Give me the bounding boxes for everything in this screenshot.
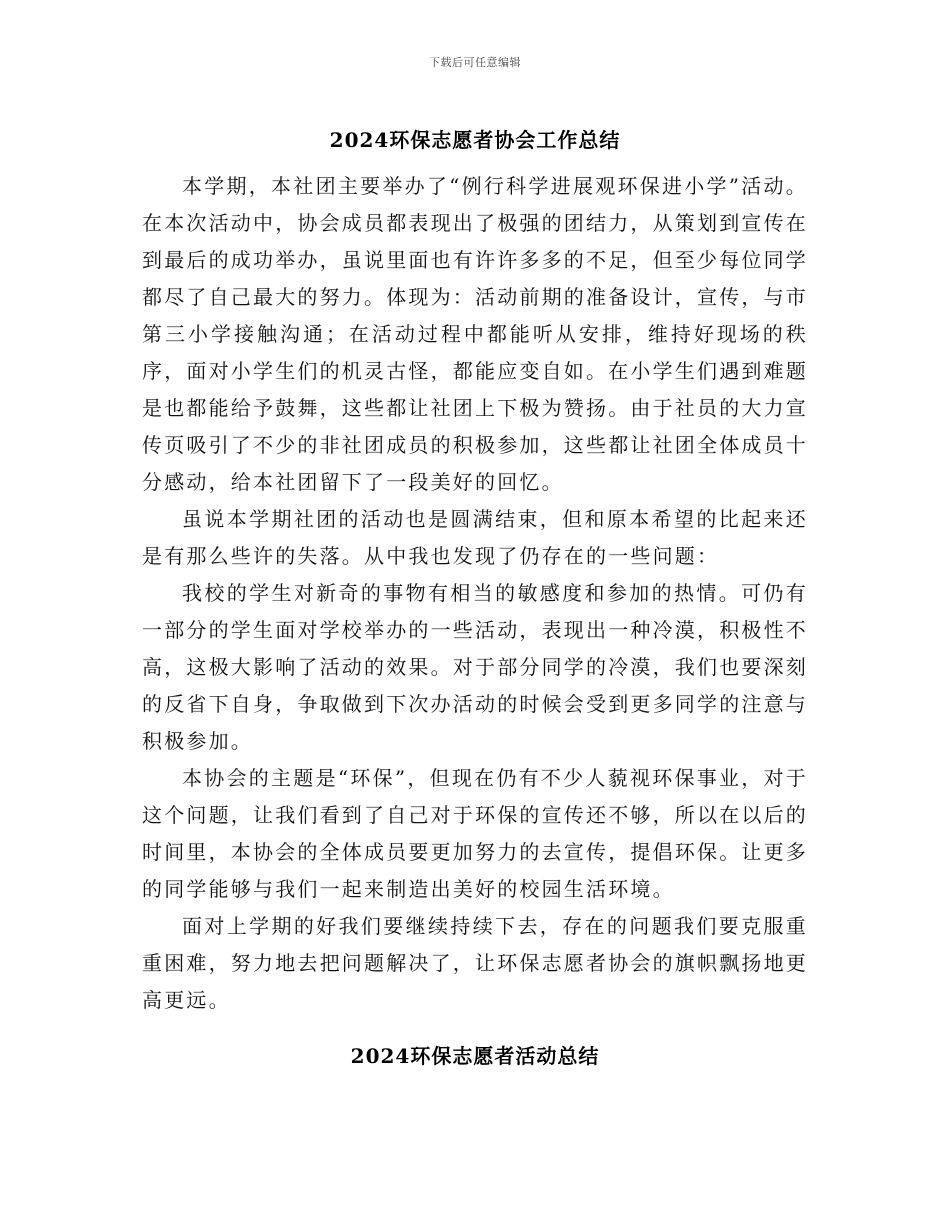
document-body — [142, 168, 808, 1019]
paragraph-3: 我校的学生对新奇的事物有相当的敏感度和参加的热情。可仍有一部分的学生面对学校举办的一些活动，表现出一种冷漠，积极性不高，这极大影响了活动的效果。对于部分同学的冷漠，我们也要深刻的反省下自身，争取做到下次办活动的时候会受到更多同学的注意与积极参加。 — [142, 581, 808, 753]
header-note: 下载后可任意编辑 — [429, 56, 521, 69]
paragraph-5: 面对上学期的好我们要继续持续下去，存在的问题我们要克服重重困难，努力地去把问题解决了，让环保志愿者协会的旗帜飘扬地更高更远。 — [142, 914, 808, 1012]
paragraph-4: 本协会的主题是“环保”，但现在仍有不少人藐视环保事业，对于这个问题，让我们看到了自己对于环保的宣传还不够，所以在以后的时间里，本协会的全体成员要更加努力的去宣传，提倡环保。让更多的同学能够与我们一起来制造出美好的校园生活环境。 — [142, 766, 808, 901]
next-section-title: 2024环保志愿者活动总结 — [350, 1044, 600, 1068]
paragraph-2: 虽说本学期社团的活动也是圆满结束，但和原本希望的比起来还是有那么些许的失落。从中我也发现了仍存在的一些问题： — [142, 507, 808, 568]
document-title: 2024环保志愿者协会工作总结 — [329, 128, 621, 152]
paragraph-1: 本学期，本社团主要举办了“例行科学进展观环保进小学”活动。在本次活动中，协会成员都表现出了极强的团结力，从策划到宣传在到最后的成功举办，虽说里面也有许许多多的不足，但至少每位同学都尽了自己最大的努力。体现为：活动前期的准备设计，宣传，与市第三小学接触沟通；在活动过程中都能听从安排，维持好现场的秩序，面对小学生们的机灵古怪，都能应变自如。在小学生们遇到难题是也都能给予鼓舞，这些都让社团上下极为赞扬。由于社员的大力宣传页吸引了不少的非社团成员的积极参加，这些都让社团全体成员十分感动，给本社团留下了一段美好的回忆。 — [142, 174, 808, 494]
